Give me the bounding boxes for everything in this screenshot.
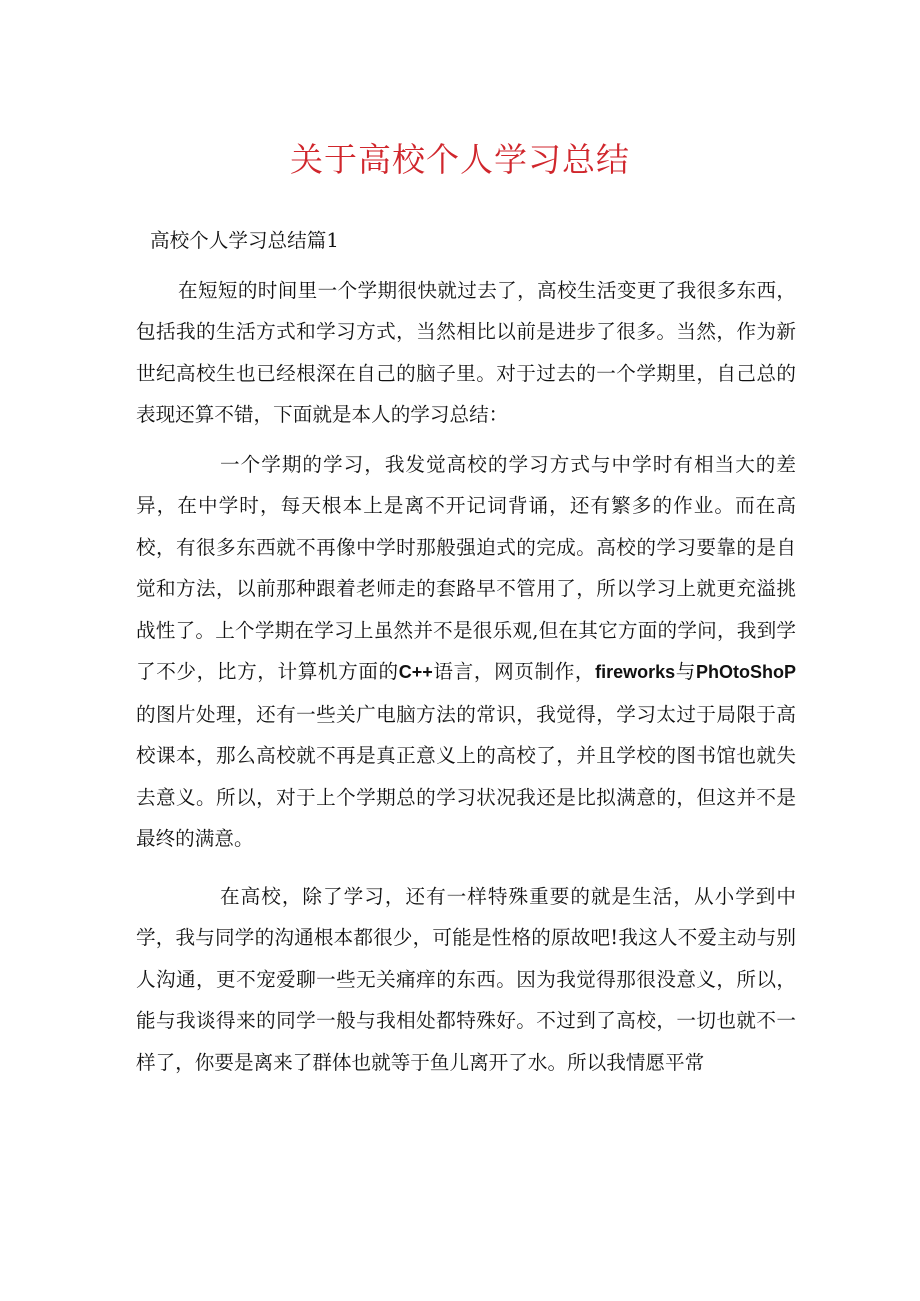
term-cpp: C++ (398, 662, 433, 682)
paragraph-1-text: 在短短的时间里一个学期很快就过去了，高校生活变更了我很多东西，包括我的生活方式和学习方式，当然相比以前是进步了很多。当然，作为新世纪高校生也已经根深在自己的脑子里。对于过去的一个学期里，自己总的表现还算不错，下面就是本人的学习总结： (136, 278, 796, 426)
term-fireworks: fireworks (595, 662, 676, 682)
paragraph-3-text: 在高校，除了学习，还有一样特殊重要的就是生活，从小学到中学，我与同学的沟通根本都很少，可能是性格的原故吧!我这人不爱主动与别人沟通，更不宠爱聊一些无关痛痒的东西。因为我觉得那很没意义，所以，能与我谈得来的同学一般与我相处都特殊好。不过到了高校，一切也就不一样了，你要是离来了群体也就等于鱼儿离开了水。所以我情愿平常 (136, 884, 796, 1074)
paragraph-2-text-b: 语言，网页制作， (432, 660, 596, 683)
document-body (136, 220, 796, 1083)
paragraph-2-text-d: 的图片处理，还有一些关广电脑方法的常识，我觉得，学习太过于局限于高校课本，那么高校就不再是真正意义上的高校了，并且学校的图书馆也就失去意义。所以，对于上个学期总的学习状况我还是比拟满意的，但这并不是最终的满意。 (136, 702, 796, 850)
paragraph-1 (136, 270, 796, 436)
section-heading: 高校个人学习总结篇1 (150, 229, 339, 252)
document-title: 关于高校个人学习总结 (290, 140, 630, 179)
term-photoshop: PhOtoShoP (696, 662, 797, 682)
paragraph-2 (136, 444, 796, 860)
paragraph-3 (136, 876, 796, 1084)
paragraph-2-text-a: 一个学期的学习，我发觉高校的学习方式与中学时有相当大的差异，在中学时，每天根本上是离不开记词背诵，还有繁多的作业。而在高校，有很多东西就不再像中学时那般强迫式的完成。高校的学习要靠的是自觉和方法，以前那种跟着老师走的套路早不管用了，所以学习上就更充溢挑战性了。上个学期在学习上虽然并不是很乐观,但在其它方面的学问，我到学了不少，比方，计算机方面的 (136, 452, 796, 683)
paragraph-2-text-c: 与 (675, 660, 697, 683)
